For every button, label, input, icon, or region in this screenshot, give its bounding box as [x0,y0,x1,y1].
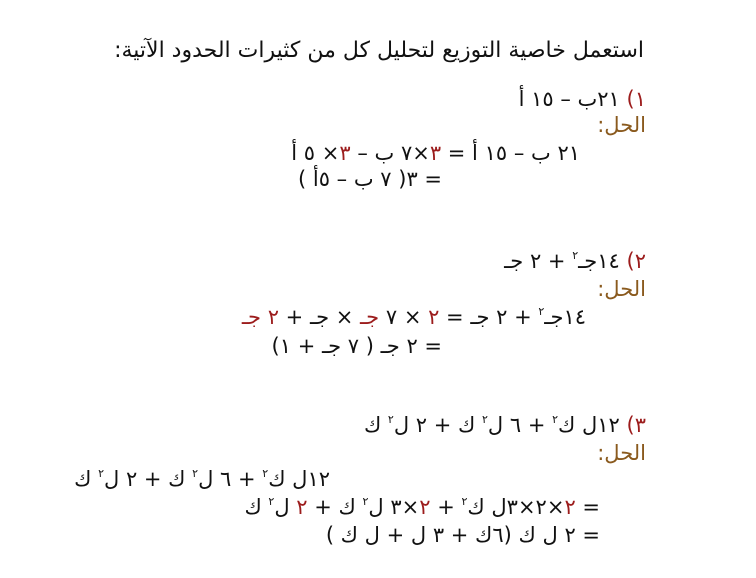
problem-expression: ١٢ل ك$^٢$ + ٦ ل$^٢$ ك + ٢ ل$^٢$ ك [363,413,620,437]
solution-step: = ٣( ٧ ب – ٥أ ) [298,167,442,191]
problem-expression: ٢١ب – ١٥ أ [518,87,620,111]
problem-number: ٣) [626,413,646,437]
problem-number: ٢) [626,249,646,273]
solution-step: = ٢ جـ ( ٧ جـ + ١) [271,334,442,358]
solution-step: ٢١ ب – ١٥ أ = ٣×٧ ب – ٣× ٥ أ [291,141,580,165]
solution-label: الحل: [597,113,646,137]
solution-label: الحل: [597,441,646,465]
problem-1-statement [519,86,646,112]
problem-number: ١) [626,87,646,111]
solution-step: = ٢×٢×٣ل ك$^٢$ + ٢×٣ ل$^٢$ ك + ٢ ل$^٢$ ك [244,495,600,519]
page-title: استعمل خاصية التوزيع لتحليل كل من كثيرات الحدود الآتية: [114,38,644,63]
solution-step: ١٢ل ك$^٢$ + ٦ ل$^٢$ ك + ٢ ل$^٢$ ك [74,467,330,491]
solution-step: ١٤جـ$^٢$ + ٢ جـ = ٢ × ٧ جـ × جـ + ٢ جـ [241,305,586,329]
problem-3-statement [364,412,646,438]
problem-expression: ١٤جـ$^٢$ + ٢ جـ [504,249,620,273]
solution-label: الحل: [597,277,646,301]
problem-2-statement [504,248,646,274]
solution-step: = ٢ ل ك (٦ك + ٣ ل + ل ك ) [325,523,600,547]
